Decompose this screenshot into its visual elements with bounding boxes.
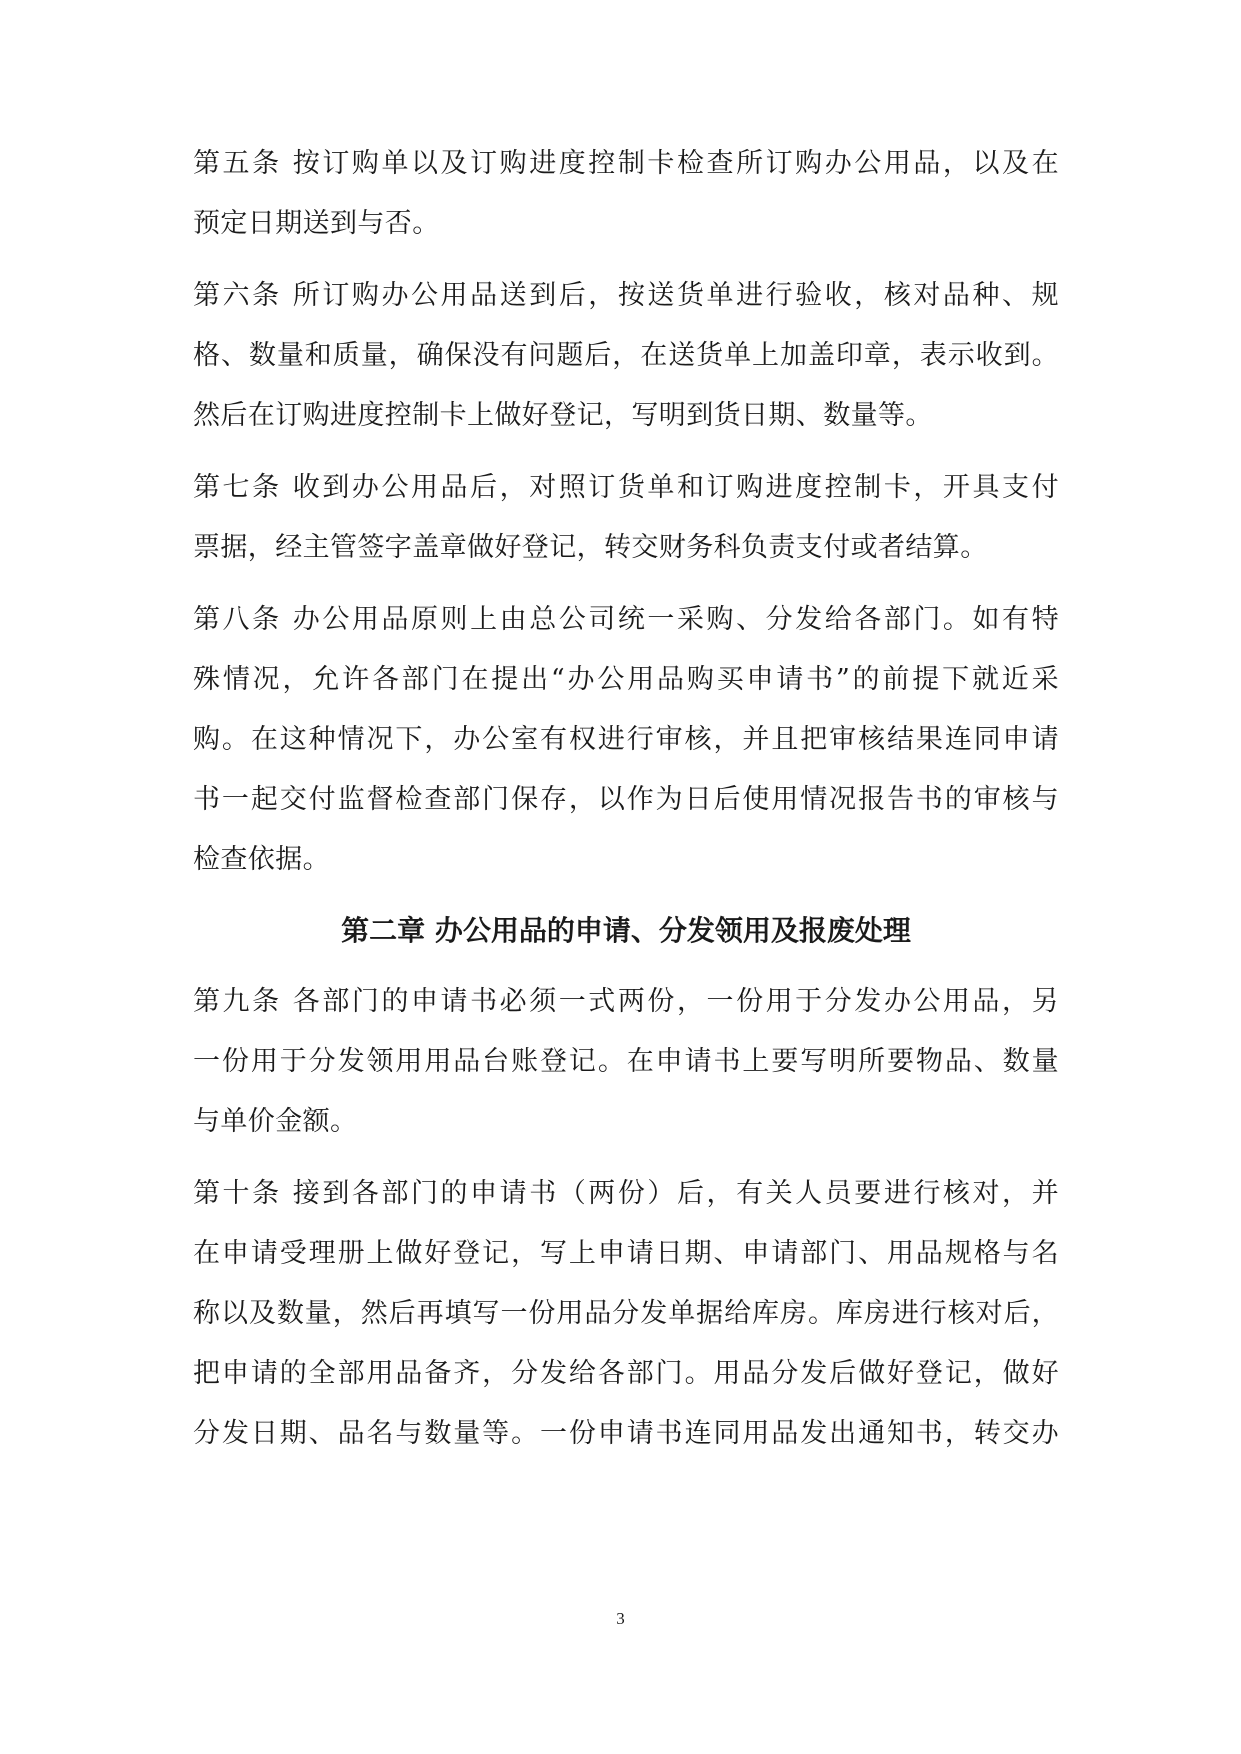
article-10-line-3: 称以及数量，然后再填写一份用品分发单据给库房。库房进行核对后， xyxy=(193,1298,1059,1329)
article-10-line-5: 分发日期、品名与数量等。一份申请书连同用品发出通知书，转交办 xyxy=(193,1418,1059,1449)
article-6-line-2: 格、数量和质量，确保没有问题后，在送货单上加盖印章，表示收到。 xyxy=(193,340,1059,371)
article-8-line-5: 检查依据。 xyxy=(193,844,330,875)
article-5-line-2: 预定日期送到与否。 xyxy=(193,208,440,239)
article-6-line-3: 然后在订购进度控制卡上做好登记，写明到货日期、数量等。 xyxy=(193,400,933,431)
article-7-line-2: 票据，经主管签字盖章做好登记，转交财务科负责支付或者结算。 xyxy=(193,532,988,563)
article-10-line-1: 第十条 接到各部门的申请书（两份）后，有关人员要进行核对，并 xyxy=(193,1178,1059,1209)
article-9-line-3: 与单价金额。 xyxy=(193,1106,358,1137)
article-8-line-3: 购。在这种情况下，办公室有权进行审核，并且把审核结果连同申请 xyxy=(193,724,1059,755)
article-6-line-1: 第六条 所订购办公用品送到后，按送货单进行验收，核对品种、规 xyxy=(193,280,1059,311)
article-9-line-1: 第九条 各部门的申请书必须一式两份，一份用于分发办公用品，另 xyxy=(193,986,1059,1017)
article-8-line-1: 第八条 办公用品原则上由总公司统一采购、分发给各部门。如有特 xyxy=(193,604,1059,635)
article-10-line-4: 把申请的全部用品备齐，分发给各部门。用品分发后做好登记，做好 xyxy=(193,1358,1059,1389)
article-10-line-2: 在申请受理册上做好登记，写上申请日期、申请部门、用品规格与名 xyxy=(193,1238,1059,1269)
chapter-heading: 第二章 办公用品的申请、分发领用及报废处理 xyxy=(341,914,911,947)
article-5-line-1: 第五条 按订购单以及订购进度控制卡检查所订购办公用品，以及在 xyxy=(193,148,1059,179)
page-number: 3 xyxy=(616,1609,625,1628)
article-8-line-4: 书一起交付监督检查部门保存，以作为日后使用情况报告书的审核与 xyxy=(193,784,1059,815)
article-7-line-1: 第七条 收到办公用品后，对照订货单和订购进度控制卡，开具支付 xyxy=(193,472,1059,503)
article-8-line-2: 殊情况，允许各部门在提出“办公用品购买申请书”的前提下就近采 xyxy=(193,664,1059,695)
article-9-line-2: 一份用于分发领用用品台账登记。在申请书上要写明所要物品、数量 xyxy=(193,1046,1059,1077)
